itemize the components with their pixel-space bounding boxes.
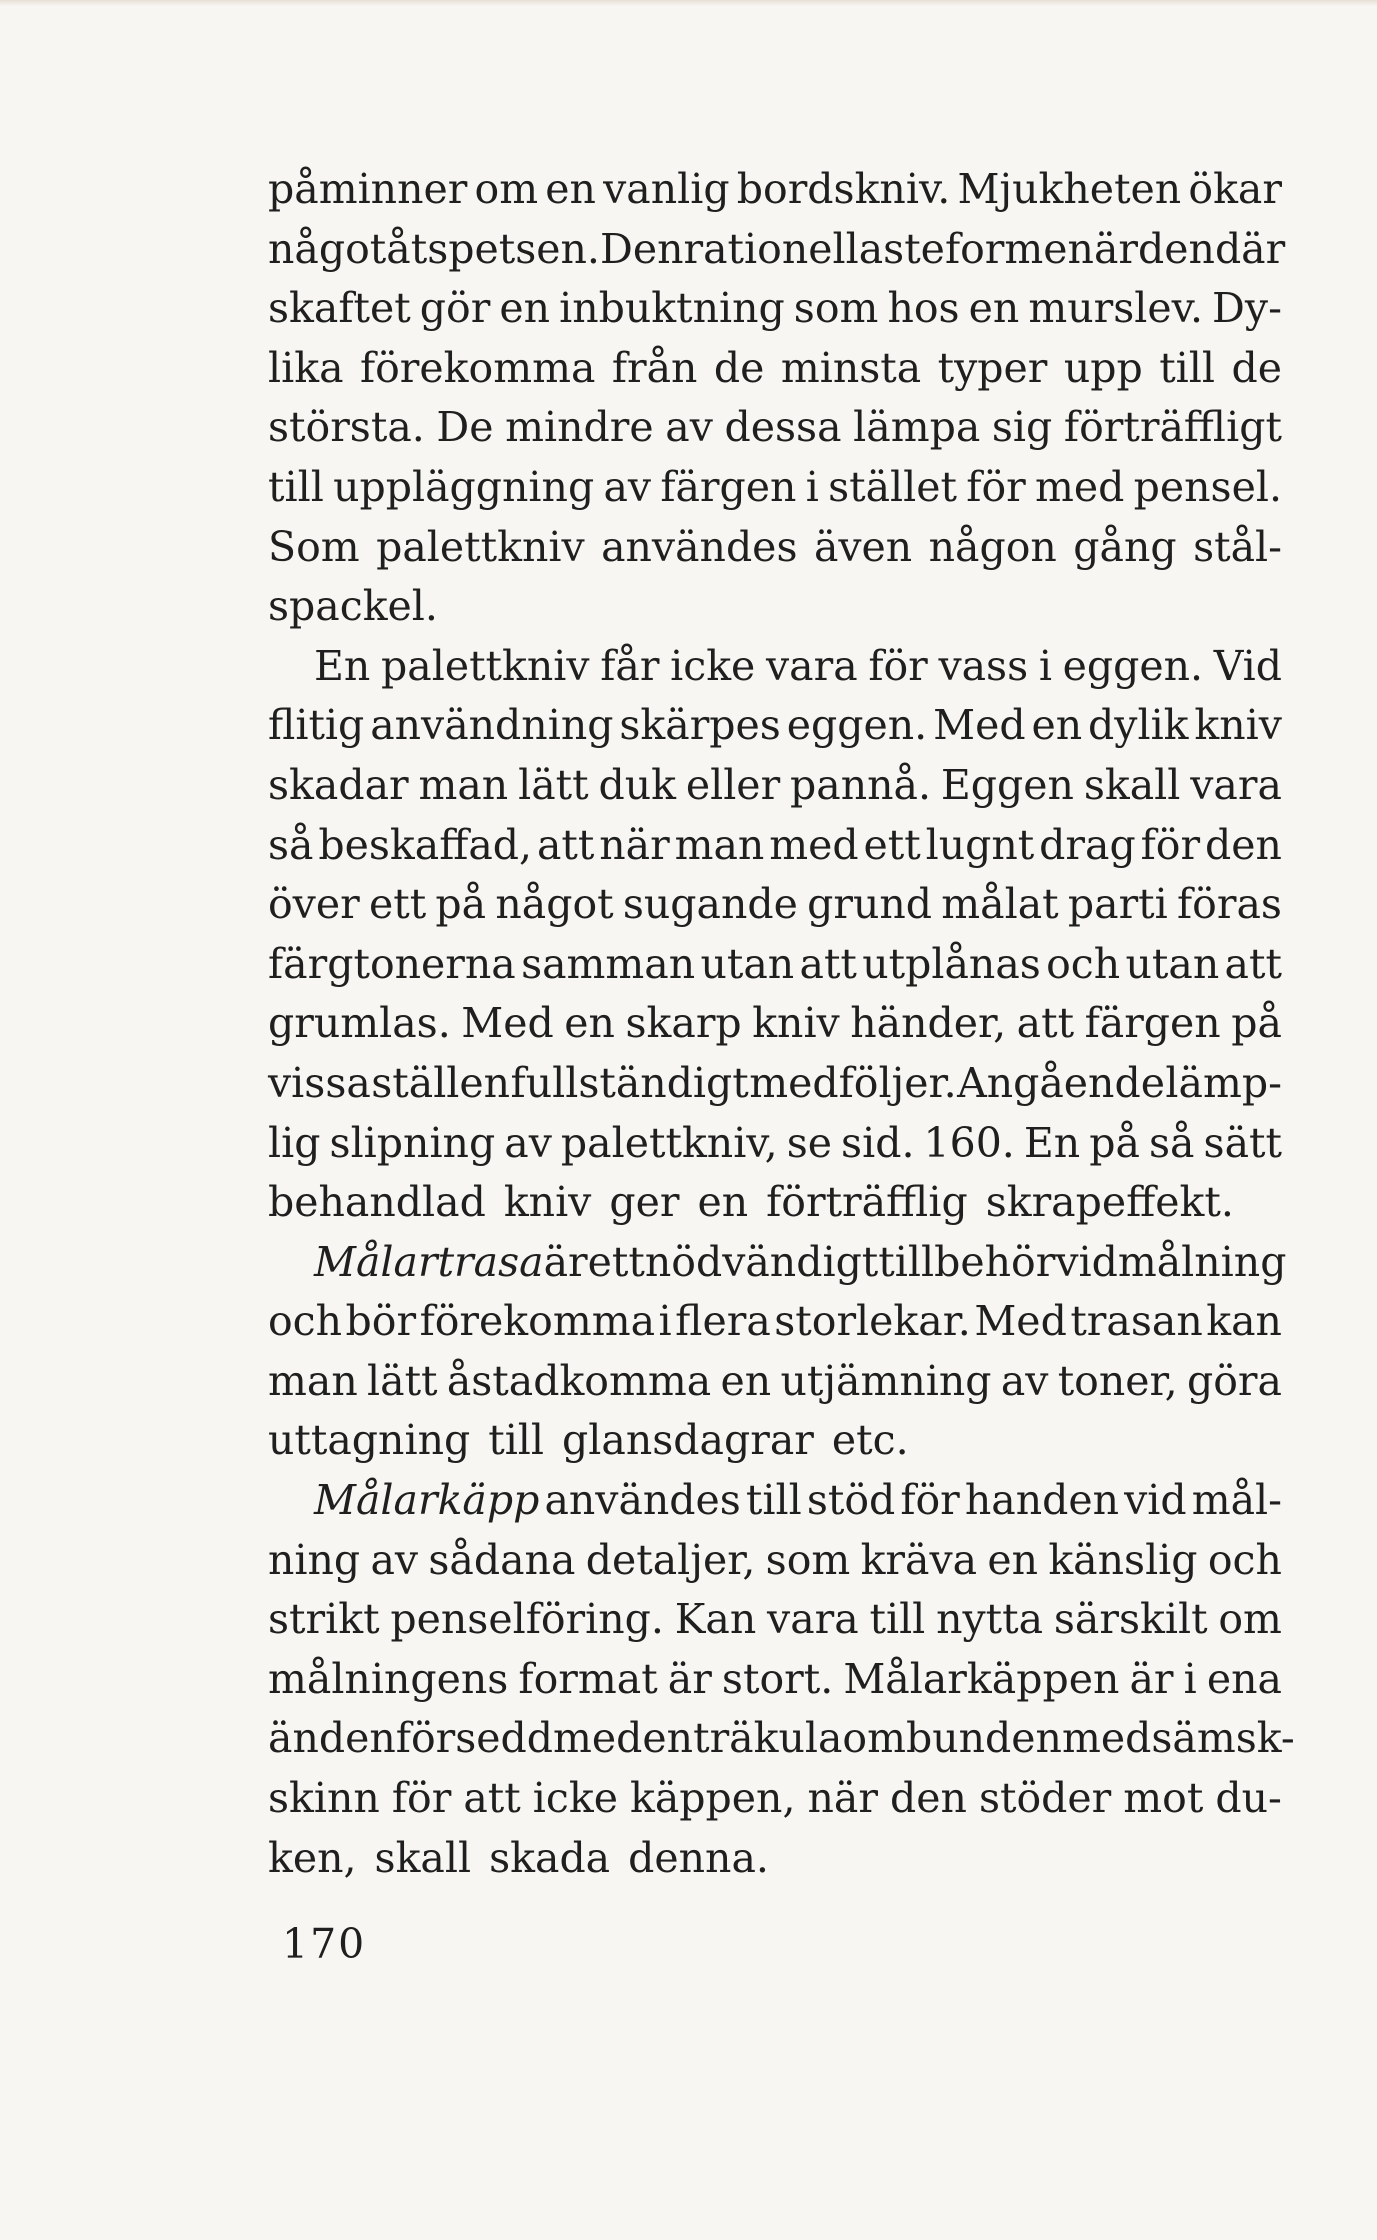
- text-line: [268, 1292, 1282, 1352]
- word: lämpa: [853, 403, 981, 452]
- word: de: [713, 343, 765, 392]
- word: se: [786, 1118, 832, 1167]
- word: även: [813, 522, 913, 571]
- word: typer: [937, 343, 1048, 392]
- word: eggen.: [786, 701, 928, 750]
- word: användning: [370, 701, 614, 750]
- word: att: [463, 1774, 521, 1823]
- text-line: [268, 1471, 1282, 1531]
- word: du-: [1215, 1774, 1282, 1823]
- word: pensel.: [1133, 462, 1282, 511]
- text-line: [268, 1411, 1282, 1471]
- text-line: [268, 1769, 1282, 1829]
- word: och: [268, 1297, 343, 1346]
- page-number: 170: [282, 1920, 367, 1968]
- word: gång: [1073, 522, 1177, 571]
- word: handen: [964, 1476, 1120, 1525]
- word: man: [418, 760, 509, 809]
- word: Målarkäppen: [843, 1654, 1120, 1703]
- word: icke: [532, 1774, 618, 1823]
- word: skadar: [268, 760, 409, 809]
- word: fullständigt: [510, 1058, 749, 1107]
- word: något: [495, 880, 614, 929]
- word: en: [564, 999, 615, 1048]
- word: något: [268, 224, 387, 273]
- word: en: [1031, 701, 1083, 750]
- text-line: [268, 518, 1282, 578]
- word: skall: [374, 1833, 472, 1882]
- word: på: [1089, 1118, 1140, 1167]
- word: målningens: [268, 1654, 509, 1703]
- word: påminner: [268, 165, 468, 213]
- word: detaljer,: [585, 1535, 756, 1584]
- word: rationellaste: [683, 224, 945, 273]
- word: på: [435, 880, 487, 929]
- word: kniv: [503, 1178, 592, 1227]
- word: så: [1149, 1118, 1195, 1167]
- word: mål-: [1191, 1476, 1282, 1525]
- word: format: [518, 1654, 658, 1703]
- word: vid: [1055, 1237, 1118, 1286]
- word: hos: [887, 284, 960, 333]
- word: särskilt: [1053, 1595, 1208, 1644]
- word: en: [499, 284, 551, 333]
- word: med: [553, 1714, 643, 1763]
- word: beskaffad,: [318, 820, 533, 869]
- word: för: [966, 462, 1026, 511]
- text-line: [268, 1352, 1282, 1412]
- word: är: [1129, 1654, 1174, 1703]
- text-line: [268, 696, 1282, 756]
- word: för: [900, 1476, 960, 1525]
- word: skärpes: [619, 701, 781, 750]
- word: föras: [1177, 880, 1282, 929]
- word: lig: [268, 1118, 321, 1167]
- word: att: [1016, 999, 1075, 1048]
- body-text: [268, 160, 1295, 1888]
- text-line: [268, 1054, 1282, 1114]
- word: där: [1214, 224, 1286, 273]
- word: upp: [1063, 343, 1143, 392]
- text-line: [268, 279, 1282, 339]
- word: gör: [419, 284, 491, 333]
- word: för: [1140, 820, 1201, 869]
- word: med: [1034, 462, 1125, 511]
- word: duk: [598, 760, 676, 809]
- word: slipning: [329, 1118, 496, 1167]
- word: största.: [268, 403, 425, 452]
- word: på: [1231, 999, 1282, 1048]
- word: kan: [1206, 1297, 1282, 1346]
- word: mindre: [505, 403, 654, 452]
- word: lugnt: [925, 820, 1035, 869]
- word: i: [1038, 641, 1052, 690]
- word: som: [793, 284, 879, 333]
- word: Kan: [674, 1595, 757, 1644]
- word: händer,: [850, 999, 1007, 1048]
- word: lämp-: [1165, 1058, 1282, 1107]
- word: nytta: [936, 1595, 1044, 1644]
- word: bordskniv.: [736, 165, 951, 213]
- word: grumlas.: [268, 999, 451, 1048]
- word: stället: [828, 462, 958, 511]
- word: stort.: [721, 1654, 834, 1703]
- word: ställen: [371, 1058, 511, 1107]
- word: kniv: [752, 999, 840, 1048]
- text-line: [268, 220, 1286, 280]
- word: över: [268, 880, 360, 929]
- word: en: [987, 1535, 1039, 1584]
- text-line: [268, 1531, 1282, 1591]
- word: målat: [941, 880, 1059, 929]
- word: lätt: [367, 1356, 438, 1405]
- word: vid: [1124, 1476, 1187, 1525]
- word: flitig: [268, 701, 365, 750]
- word: sid.: [841, 1118, 915, 1167]
- word: vara: [1190, 760, 1282, 809]
- word: vissa: [268, 1058, 371, 1107]
- word: Den: [599, 224, 684, 273]
- word: nödvändigt: [644, 1237, 879, 1286]
- word: palettkniv: [376, 522, 585, 571]
- word: lika: [268, 343, 344, 392]
- word: glansdagrar: [562, 1416, 814, 1465]
- word: de: [1231, 343, 1282, 392]
- word: ning: [268, 1535, 361, 1584]
- word: vara: [765, 641, 858, 690]
- word: när: [599, 820, 670, 869]
- word: kräva: [860, 1535, 978, 1584]
- word: får: [600, 641, 660, 690]
- word: toner,: [1057, 1356, 1178, 1405]
- word: den: [1204, 820, 1282, 869]
- word: sugande: [622, 880, 798, 929]
- text-line: [268, 1173, 1282, 1233]
- word: flera: [675, 1297, 771, 1346]
- text-line: [268, 756, 1282, 816]
- word: med: [1061, 1714, 1152, 1763]
- word: En: [1023, 1118, 1081, 1167]
- text-line: [268, 637, 1282, 697]
- word: grund: [807, 880, 933, 929]
- word: eggen.: [1062, 641, 1204, 690]
- word: skada: [489, 1833, 611, 1882]
- word: ena: [1206, 1654, 1282, 1703]
- word: skall: [1083, 760, 1181, 809]
- word: en: [545, 165, 596, 213]
- word: drag: [1039, 820, 1136, 869]
- word: och: [1207, 1535, 1282, 1584]
- word: 160.: [923, 1118, 1015, 1167]
- word: Med: [974, 1297, 1067, 1346]
- word: uppläggning: [333, 462, 595, 511]
- word: minsta: [780, 343, 922, 392]
- page-top-edge: [0, 0, 1377, 6]
- word: spackel.: [268, 582, 438, 631]
- text-line: [268, 816, 1282, 876]
- word: spetsen.: [427, 224, 600, 273]
- word: färgen: [1084, 999, 1221, 1048]
- text-line: [268, 875, 1282, 935]
- word: Med: [933, 701, 1026, 750]
- word: penselföring.: [390, 1595, 664, 1644]
- word: användes: [544, 1476, 741, 1525]
- word: vanlig: [603, 165, 730, 213]
- word: av: [665, 403, 713, 452]
- word: behandlad: [268, 1178, 486, 1227]
- word: De: [436, 403, 494, 452]
- text-line: [268, 1709, 1295, 1769]
- word: utjämning: [780, 1356, 992, 1405]
- word: eller: [685, 760, 781, 809]
- word: av: [603, 462, 652, 511]
- word: förekomma: [359, 343, 596, 392]
- word: åstadkomma: [446, 1356, 712, 1405]
- text-line: [268, 339, 1282, 399]
- word: så: [268, 820, 314, 869]
- word: lätt: [518, 760, 589, 809]
- word: Eggen: [940, 760, 1074, 809]
- word: uttagning: [268, 1416, 471, 1465]
- word: en: [697, 1178, 749, 1227]
- word: dessa: [724, 403, 842, 452]
- word: till: [869, 1595, 926, 1644]
- italic-term: Målartrasa: [314, 1237, 544, 1286]
- word: strikt: [268, 1595, 380, 1644]
- word: pannå.: [790, 760, 932, 809]
- italic-term: Målarkäpp: [314, 1476, 540, 1525]
- word: användes: [601, 522, 798, 571]
- word: Som: [268, 522, 360, 571]
- word: utplånas: [862, 939, 1041, 988]
- word: sig: [991, 403, 1053, 452]
- word: vass: [938, 641, 1029, 690]
- word: Mjukheten: [957, 165, 1182, 213]
- word: med: [769, 820, 859, 869]
- word: till: [1159, 343, 1216, 392]
- text-line: [268, 458, 1282, 518]
- word: icke: [670, 641, 756, 690]
- word: i: [1183, 1654, 1197, 1703]
- text-line: [268, 994, 1282, 1054]
- word: av: [370, 1535, 419, 1584]
- word: till: [488, 1416, 545, 1465]
- word: ett: [368, 880, 427, 929]
- word: stöd: [806, 1476, 896, 1525]
- word: utan: [1125, 939, 1220, 988]
- word: Angående: [957, 1058, 1165, 1107]
- word: till: [268, 462, 324, 511]
- word: storlekar.: [774, 1297, 971, 1346]
- word: försedd: [395, 1714, 554, 1763]
- word: och: [1046, 939, 1121, 988]
- word: en: [968, 284, 1020, 333]
- word: förträfflig: [766, 1178, 968, 1227]
- word: ger: [609, 1178, 680, 1227]
- word: sätt: [1203, 1118, 1282, 1167]
- word: käppen,: [630, 1774, 796, 1823]
- word: formen: [944, 224, 1094, 273]
- word: änden: [268, 1714, 396, 1763]
- word: Med: [461, 999, 554, 1048]
- word: den: [1138, 224, 1215, 273]
- word: stål-: [1193, 522, 1282, 571]
- word: sämsk-: [1151, 1714, 1295, 1763]
- word: är: [543, 1237, 588, 1286]
- word: denna.: [628, 1833, 769, 1882]
- word: bör: [345, 1297, 417, 1346]
- word: vara: [767, 1595, 859, 1644]
- word: skrapeffekt.: [985, 1178, 1234, 1227]
- word: göra: [1186, 1356, 1282, 1405]
- word: någon: [928, 522, 1057, 571]
- word: mot: [1123, 1774, 1204, 1823]
- word: tillbehör: [878, 1237, 1056, 1286]
- word: ett: [863, 820, 921, 869]
- word: är: [1093, 224, 1139, 273]
- word: att: [799, 939, 857, 988]
- text-line: [268, 398, 1282, 458]
- word: skaftet: [268, 284, 411, 333]
- word: ken,: [268, 1833, 357, 1882]
- word: skinn: [268, 1774, 380, 1823]
- word: samman: [521, 939, 696, 988]
- text-line: [268, 1233, 1287, 1293]
- word: i: [805, 462, 819, 511]
- word: utan: [700, 939, 795, 988]
- word: stöder: [978, 1774, 1112, 1823]
- word: ombunden: [842, 1714, 1062, 1763]
- word: man: [268, 1356, 358, 1405]
- word: att: [536, 820, 595, 869]
- word: om: [1218, 1595, 1282, 1644]
- text-line: [268, 577, 1282, 637]
- word: är: [667, 1654, 712, 1703]
- word: Vid: [1213, 641, 1282, 690]
- word: för: [391, 1774, 452, 1823]
- word: skarp: [625, 999, 742, 1048]
- word: palettkniv: [381, 641, 590, 690]
- word: den: [890, 1774, 967, 1823]
- word: när: [807, 1774, 878, 1823]
- word: förekomma: [419, 1297, 656, 1346]
- word: Dy-: [1212, 284, 1282, 333]
- text-line: [268, 1650, 1282, 1710]
- word: för: [868, 641, 928, 690]
- word: man: [674, 820, 765, 869]
- word: av: [1000, 1356, 1049, 1405]
- word: i: [658, 1297, 672, 1346]
- word: färgtonerna: [268, 939, 516, 988]
- word: färgen: [660, 462, 797, 511]
- word: en: [720, 1356, 772, 1405]
- word: förträffligt: [1063, 403, 1282, 452]
- word: dylik: [1088, 701, 1189, 750]
- word: ett: [587, 1237, 645, 1286]
- word: palettkniv,: [560, 1118, 778, 1167]
- word: ökar: [1188, 165, 1282, 213]
- word: känslig: [1048, 1535, 1198, 1584]
- word: att: [1224, 939, 1282, 988]
- word: åt: [386, 224, 428, 273]
- word: en: [642, 1714, 694, 1763]
- word: träkula: [693, 1714, 843, 1763]
- word: kniv: [1194, 701, 1282, 750]
- word: av: [504, 1118, 552, 1167]
- text-line: [268, 160, 1282, 220]
- word: sådana: [428, 1535, 576, 1584]
- word: som: [765, 1535, 851, 1584]
- word: inbuktning: [559, 284, 785, 333]
- text-line: [268, 935, 1282, 995]
- word: murslev.: [1028, 284, 1203, 333]
- word: från: [611, 343, 698, 392]
- word: medföljer.: [749, 1058, 957, 1107]
- word: målning: [1117, 1237, 1287, 1286]
- text-line: [268, 1114, 1282, 1174]
- word: En: [314, 641, 371, 690]
- word: etc.: [831, 1416, 909, 1465]
- text-line: [268, 1590, 1282, 1650]
- text-line: [268, 1829, 1282, 1889]
- word: till: [745, 1476, 802, 1525]
- word: om: [474, 165, 539, 213]
- word: trasan: [1070, 1297, 1203, 1346]
- word: parti: [1067, 880, 1168, 929]
